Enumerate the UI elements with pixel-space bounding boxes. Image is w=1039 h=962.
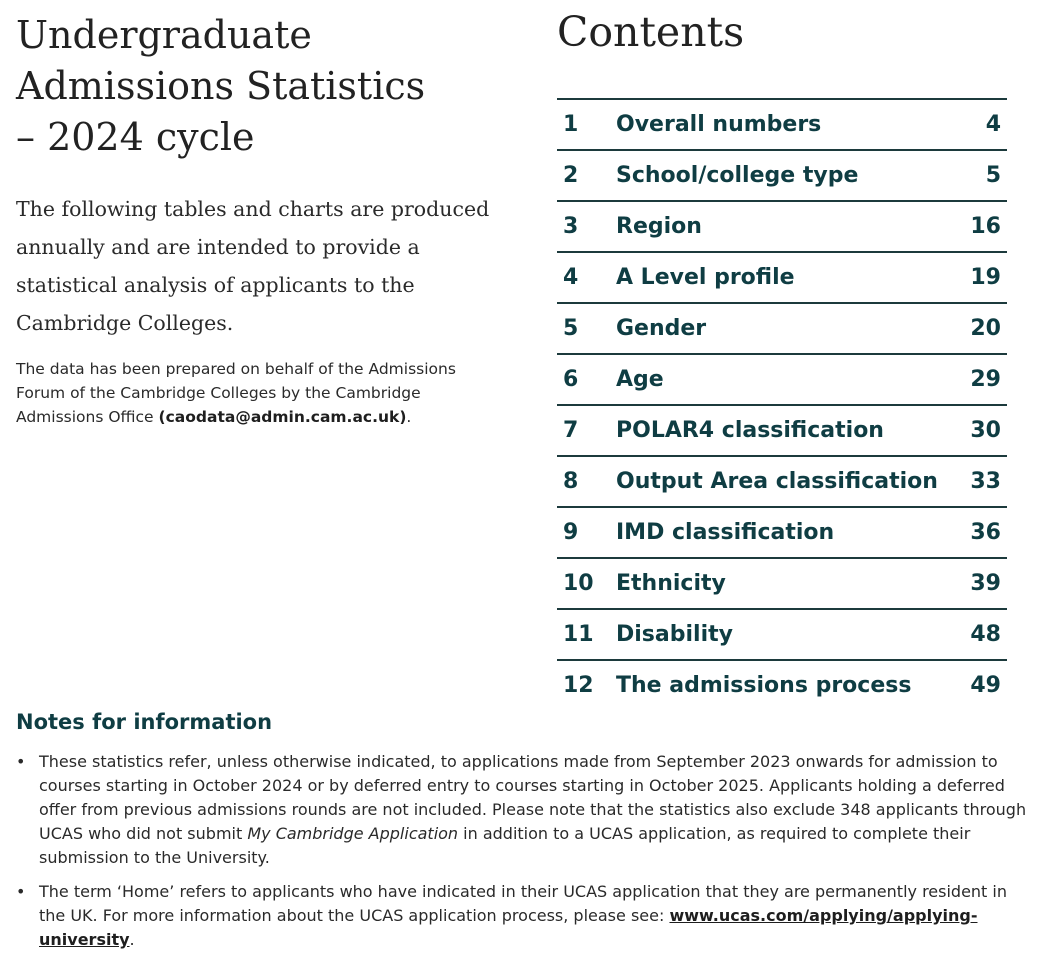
toc-page: 30: [970, 418, 1001, 443]
title-line-2: Admissions Statistics: [16, 64, 426, 108]
toc-number: 9: [563, 520, 579, 545]
toc-label: Age: [616, 367, 664, 392]
toc-number: 4: [563, 265, 579, 290]
toc-label: Output Area classification: [616, 469, 938, 494]
toc-page: 33: [970, 469, 1001, 494]
toc-label: IMD classification: [616, 520, 835, 545]
toc-label: The admissions process: [616, 673, 912, 698]
title-line-3: – 2024 cycle: [16, 115, 255, 159]
toc-page: 29: [970, 367, 1001, 392]
notes-heading: Notes for information: [16, 710, 273, 734]
toc-page: 19: [970, 265, 1001, 290]
contents-list: [557, 98, 1007, 710]
toc-label: A Level profile: [616, 265, 795, 290]
toc-number: 2: [563, 163, 579, 188]
intro-paragraph: The following tables and charts are produced annually and are intended to provide a statistical analysis of applicants to the Cambridge Colleges.: [16, 197, 490, 335]
toc-page: 39: [970, 571, 1001, 596]
prepared-by-paragraph: [16, 357, 506, 429]
toc-item[interactable]: [557, 610, 1007, 661]
toc-item[interactable]: [557, 661, 1007, 710]
toc-label: POLAR4 classification: [616, 418, 884, 443]
toc-item[interactable]: [557, 100, 1007, 151]
prepared-text: The data has been prepared on behalf of the Admissions Forum of the Cambridge Colleges by the Cambridge Admissions Office: [16, 360, 456, 426]
toc-number: 6: [563, 367, 579, 392]
notes-list: [16, 750, 1031, 962]
bullet-icon: •: [16, 882, 26, 901]
toc-number: 12: [563, 673, 594, 698]
toc-item[interactable]: [557, 406, 1007, 457]
toc-page: 36: [970, 520, 1001, 545]
toc-item[interactable]: [557, 457, 1007, 508]
prepared-end: .: [406, 408, 412, 426]
toc-page: 20: [970, 316, 1001, 341]
toc-item[interactable]: [557, 355, 1007, 406]
toc-number: 3: [563, 214, 579, 239]
toc-number: 1: [563, 112, 579, 137]
toc-item[interactable]: [557, 253, 1007, 304]
toc-page: 48: [970, 622, 1001, 647]
toc-label: Disability: [616, 622, 733, 647]
document-title: [16, 10, 516, 163]
note-emphasis: My Cambridge Application: [247, 824, 459, 843]
toc-label: Region: [616, 214, 702, 239]
note-text: in addition to a UCAS application, as required to complete their submission to the University.: [39, 824, 971, 867]
note-text: These statistics refer, unless otherwise indicated, to applications made from September 2023 onwards for admission to courses starting in October 2024 or by deferred entry to courses starting in October 2025. Applicants holding a deferred offer from previous admissions rounds are not included. Please note that the statistics also exclude 348 applicants through UCAS who did not submit: [39, 752, 1027, 843]
toc-page: 4: [985, 112, 1001, 137]
toc-item[interactable]: [557, 508, 1007, 559]
contents-heading: Contents: [557, 8, 745, 56]
contact-email: (caodata@admin.cam.ac.uk): [158, 408, 407, 426]
toc-label: Ethnicity: [616, 571, 726, 596]
toc-item[interactable]: [557, 304, 1007, 355]
toc-number: 5: [563, 316, 579, 341]
title-line-1: Undergraduate: [16, 13, 312, 57]
toc-item[interactable]: [557, 151, 1007, 202]
toc-number: 7: [563, 418, 579, 443]
toc-label: School/college type: [616, 163, 859, 188]
note-item: [16, 880, 1031, 952]
toc-number: 11: [563, 622, 594, 647]
toc-item[interactable]: [557, 559, 1007, 610]
toc-label: Overall numbers: [616, 112, 822, 137]
toc-label: Gender: [616, 316, 707, 341]
toc-number: 10: [563, 571, 594, 596]
ucas-link[interactable]: www.ucas.com/applying/applying-university: [39, 906, 978, 949]
toc-page: 49: [970, 673, 1001, 698]
toc-item[interactable]: [557, 202, 1007, 253]
bullet-icon: •: [16, 752, 26, 771]
note-text: The term ‘Home’ refers to applicants who have indicated in their UCAS application that they are permanently resident in the UK. For more information about the UCAS application process, please see:: [39, 882, 1007, 925]
toc-number: 8: [563, 469, 579, 494]
note-item: [16, 750, 1031, 870]
toc-page: 5: [985, 163, 1001, 188]
note-end: .: [129, 930, 135, 949]
toc-page: 16: [970, 214, 1001, 239]
